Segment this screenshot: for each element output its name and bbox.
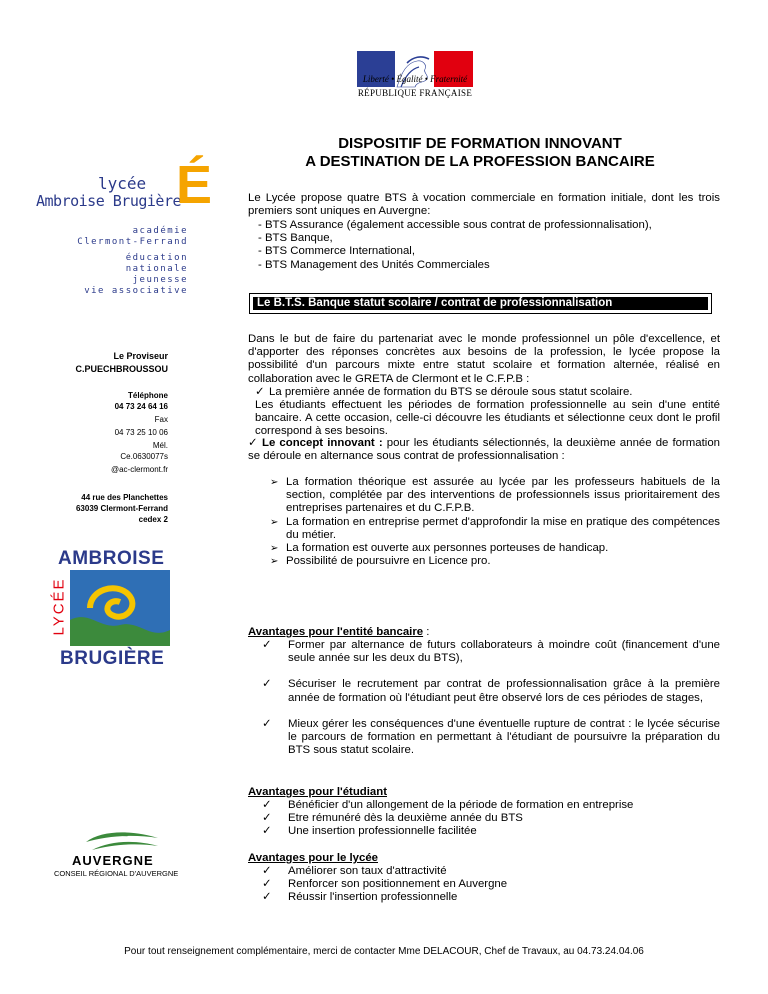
checkmark-icon: ✓ [262,717,272,730]
fax-number: 04 73 25 10 06 [114,428,168,437]
advantage-text: Sécuriser le recrutement par contrat de professionnalisation grâce à la première année de formation où l'étudiant peut être observé lors de ces périodes de stages, [288,678,720,704]
advantage-text: Améliorer son taux d'attractivité [288,865,447,877]
concept-item [270,516,720,542]
logo-lycee-word: lycée [98,174,147,193]
concept-bold: Le concept innovant : [262,437,383,449]
ambroise-logo-bottom: BRUGIÈRE [60,648,165,669]
advantages-bank-list [262,639,720,757]
logo-edu-1: éducation [125,253,188,263]
advantage-item [262,639,720,665]
arrow-icon: ➢ [270,556,279,568]
advantage-item [262,891,720,904]
auvergne-name: AUVERGNE [72,853,154,868]
advantages-bank-colon: : [423,626,430,638]
checkmark-icon: ✓ [262,865,272,877]
arrow-icon: ➢ [270,516,279,528]
advantage-text: Renforcer son positionnement en Auvergne [288,878,508,891]
check-text: La première année de formation du BTS se déroule sous statut scolaire. [269,386,633,398]
checkmark-icon: ✓ [262,891,272,904]
ambroise-logo-top: AMBROISE [58,548,165,569]
concept-item-text: Possibilité de poursuivre en Licence pro. [286,555,491,568]
concept-item [270,555,720,568]
advantages-lycee-list [262,865,720,905]
intro-item: - BTS Management des Unités Commerciales [258,258,490,271]
checkmark-icon: ✓ [262,799,272,811]
tel-label: Téléphone [127,391,168,400]
lycee-logo [30,152,230,302]
address-line3: cedex 2 [138,515,168,524]
advantage-text: Bénéficier d'un allongement de la période de formation en entreprise [288,799,634,811]
concept-text: pour les étudiants sélectionnés, la deuxième année de formation se déroule en alternance sous contrat de professionnalisation : [248,437,720,463]
intro-item: - BTS Commerce International, [258,245,415,258]
concept-item [270,542,720,555]
ambroise-logo-graphic [70,570,170,646]
auvergne-sub: CONSEIL RÉGIONAL D'AUVERGNE [54,869,179,878]
advantage-text: Réussir l'insertion professionnelle [288,891,458,904]
advantage-text: Former par alternance de futurs collaborateurs à moindre coût (financement d'une seule année sur les deux du BTS), [288,639,720,665]
concept-item-text: La formation est ouverte aux personnes porteuses de handicap. [286,542,609,555]
concept-item-text: La formation en entreprise permet d'approfondir la mise en pratique des compétences du métier. [286,515,720,541]
checkmark-icon: ✓ [262,678,272,691]
logo-academie-2: Clermont-Ferrand [77,237,188,247]
mail-line2: @ac-clermont.fr [110,465,168,474]
advantages-student-title: Avantages pour l'étudiant [248,786,387,798]
advantages-lycee-title: Avantages pour le lycée [248,852,378,864]
concept-item [270,476,720,516]
logo-school-name: Ambroise Brugière [36,192,182,210]
paragraph-concept [248,437,720,463]
section-header: Le B.T.S. Banque statut scolaire / contrat de professionnalisation [253,297,708,310]
page-title-line2: A DESTINATION DE LA PROFESSION BANCAIRE [305,153,655,170]
logo-edu-2: nationale [125,264,188,274]
republic-motto: Liberté • Égalité • Fraternité [362,74,468,84]
checkmark-icon: ✓ [262,825,272,838]
ambroise-logo-side: LYCÉE [50,577,68,636]
advantage-item [262,799,720,812]
advantages-student-heading [248,786,387,799]
mail-label: Mél. [152,441,168,450]
advantage-item [262,825,720,838]
concept-list [270,476,720,568]
intro-text: Le Lycée propose quatre BTS à vocation commerciale en formation initiale, dont les trois premiers sont uniques en Auvergne: [248,192,720,218]
intro-list [258,219,652,272]
advantage-item [262,865,720,878]
fax-label: Fax [154,415,168,424]
arrow-icon: ➢ [270,543,279,555]
auvergne-logo [52,828,202,882]
check-item-first-year [255,386,720,399]
paragraph-students: Les étudiants effectuent les périodes de formation professionnelle au sein d'une entité bancaire. A cette occasion, celle-ci découvre les étudiants et sélectionne ceux dont le profil correspond à ses besoins. [255,399,720,438]
advantage-item [262,878,720,891]
paragraph-partnership: Dans le but de faire du partenariat avec le monde professionnel un pôle d'excellence, et d'apporter des réponses concrètes aux besoins de la profession, le lycée propose la possibilité d'un parcours mixte entre statut scolaire et formation alternée, réalisé en collaboration avec le GRETA de Clermont et le C.F.P.B : [248,333,720,385]
intro-item: - BTS Banque, [258,232,333,245]
checkmark-icon: ✓ [262,878,272,891]
advantage-item [262,678,720,704]
checkmark-icon: ✓ [248,437,258,449]
logo-academie [48,226,188,248]
advantage-text: Etre rémunéré dès la deuxième année du BTS [288,812,523,825]
advantage-text: Mieux gérer les conséquences d'une éventuelle rupture de contrat : le lycée sécurise le parcours de formation en permettant à l'étudiant de poursuivre la préparation du BTS sous statut scolaire. [288,717,720,757]
page-title-line1: DISPOSITIF DE FORMATION INNOVANT [338,135,622,152]
logo-edu-4: vie associative [84,286,188,296]
intro-item: - BTS Assurance (également accessible sous contrat de professionnalisation), [258,219,652,231]
arrow-icon: ➢ [270,477,279,488]
logo-academie-1: académie [132,226,188,236]
checkmark-icon: ✓ [262,812,272,825]
principal-name: C.PUECHBROUSSOU [75,364,168,374]
mail-line1: Ce.0630077s [120,452,168,461]
advantage-item [262,812,720,825]
footer-contact: Pour tout renseignement complémentaire, merci de contacter Mme DELACOUR, Chef de Travaux, au 04.73.24.04.06 [124,946,644,957]
advantages-student-list [262,799,720,839]
republic-name: RÉPUBLIQUE FRANÇAISE [357,88,473,98]
logo-e-letter: É [176,155,213,215]
checkmark-icon: ✓ [262,639,272,651]
address-line1: 44 rue des Planchettes [81,493,168,502]
checkmark-icon: ✓ [255,386,265,398]
auvergne-logo-graphic [82,828,162,852]
logo-edu-3: jeunesse [132,275,188,285]
advantages-bank-heading [248,626,429,639]
advantage-item [262,718,720,758]
advantage-text: Une insertion professionnelle facilitée [288,825,477,838]
advantages-bank-title: Avantages pour l'entité bancaire [248,626,424,638]
logo-education [48,253,188,297]
concept-item-text: La formation théorique est assurée au lycée par les professeurs habituels de la section, complétée par des interventions de professionnels issus prioritairement des entreprises partenaires et du C.F.P.B. [286,476,720,515]
address-line2: 63039 Clermont-Ferrand [75,504,168,513]
ambroise-logo [50,548,178,670]
tel-number: 04 73 24 64 16 [114,402,168,411]
advantages-lycee-heading [248,852,378,865]
principal-role: Le Proviseur [113,351,168,361]
